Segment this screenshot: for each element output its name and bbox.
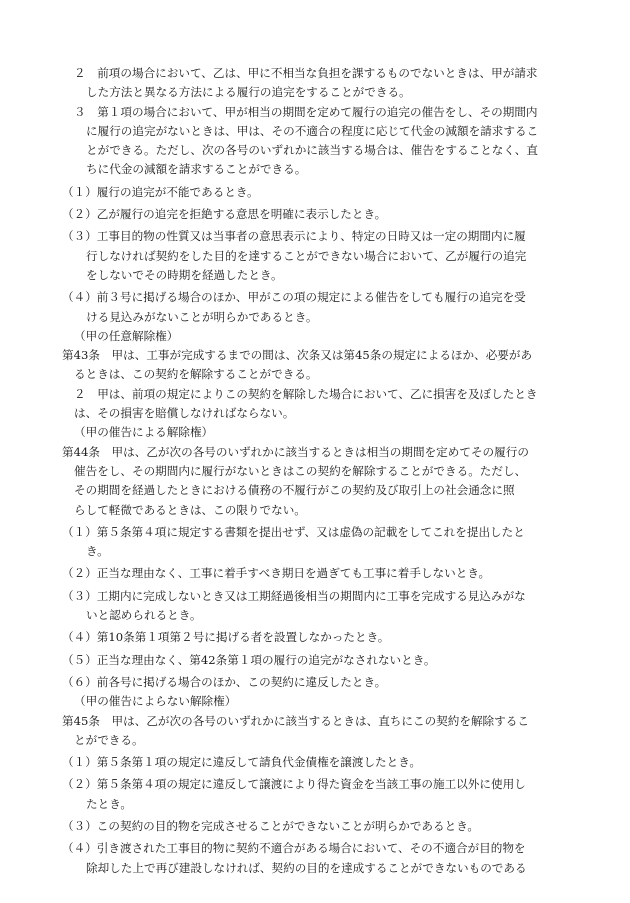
- text-line: 催告をし、その期間内に履行がないときはこの契約を解除することができる。ただし、: [74, 463, 527, 478]
- text-line: （２）乙が履行の追完を拒絶する意思を明確に表示したとき。: [62, 207, 387, 222]
- text-line: した方法と異なる方法による履行の追完をすることができる。: [86, 85, 411, 100]
- text-line: 第44条 甲は、乙が次の各号のいずれかに該当するときは相当の期間を定めてその履行の: [62, 444, 529, 459]
- text-line: いと認められるとき。: [86, 608, 202, 623]
- text-line: ３ 第１項の場合において、甲が相当の期間を定めて履行の追完の催告をし、その期間内: [74, 104, 538, 119]
- text-line: は、その損害を賠償しなければならない。: [74, 406, 295, 421]
- text-line: ちに代金の減額を請求することができる。: [86, 162, 307, 177]
- text-line: とができる。: [74, 732, 144, 747]
- text-line: に履行の追完がないときは、甲は、その不適合の程度に応じて代金の減額を請求するこ: [86, 123, 539, 138]
- text-line: 第45条 甲は、乙が次の各号のいずれかに該当するときは、直ちにこの契約を解除するこ: [62, 713, 529, 728]
- text-line: （６）前各号に掲げる場合のほか、この契約に違反したとき。: [62, 674, 387, 689]
- text-line: 第43条 甲は、工事が完成するまでの間は、次条又は第45条の規定によるほか、必要があ: [62, 348, 533, 363]
- text-line: （５）正当な理由なく、第42条第１項の履行の追完がなされないとき。: [62, 652, 436, 667]
- text-line: （１）履行の追完が不能であるとき。: [62, 184, 259, 199]
- text-line: （２）第５条第４項の規定に違反して譲渡により得た資金を当該工事の施工以外に使用し: [62, 777, 526, 792]
- text-line: （４）第10条第１項第２号に掲げる者を設置しなかったとき。: [62, 630, 390, 645]
- text-line: （３）工事目的物の性質又は当事者の意思表示により、特定の日時又は一定の期間内に履: [62, 229, 526, 244]
- text-line: ２ 甲は、前項の規定によりこの契約を解除した場合において、乙に損害を及ぼしたとき: [74, 386, 538, 401]
- text-line: ける見込みがないことが明らかであるとき。: [86, 309, 318, 324]
- text-line: らして軽微であるときは、この限りでない。: [74, 502, 306, 517]
- text-line: （３）工期内に完成しないとき又は工期経過後相当の期間内に工事を完成する見込みがな: [62, 588, 526, 603]
- text-line: その期間を経過したときにおける債務の不履行がこの契約及び取引上の社会通念に照: [74, 483, 515, 498]
- text-line: とができる。ただし、次の各号のいずれかに該当する場合は、催告をすることなく、直: [86, 143, 538, 158]
- text-line: （甲の催告による解除権）: [74, 425, 214, 440]
- text-line: 除却した上で再び建設しなければ、契約の目的を達成することができないものである: [86, 860, 527, 875]
- text-line: （甲の催告によらない解除権）: [74, 694, 237, 709]
- text-line: （４）前３号に掲げる場合のほか、甲がこの項の規定による催告をしても履行の追完を受: [62, 290, 526, 305]
- text-line: 行しなければ契約をした目的を達することができない場合において、乙が履行の追完: [86, 248, 527, 263]
- text-line: （１）第５条第１項の規定に違反して請負代金債権を譲渡したとき。: [62, 755, 421, 770]
- text-line: （２）正当な理由なく、工事に着手すべき期日を過ぎても工事に着手しないとき。: [62, 566, 491, 581]
- text-line: （３）この契約の目的物を完成させることができないことが明らかであるとき。: [62, 818, 479, 833]
- text-line: （４）引き渡された工事目的物に契約不適合がある場合において、その不適合が目的物を: [62, 841, 526, 856]
- text-line: き。: [86, 544, 109, 559]
- text-line: たとき。: [86, 796, 132, 811]
- text-line: るときは、この契約を解除することができる。: [74, 367, 318, 382]
- text-line: ２ 前項の場合において、乙は、甲に不相当な負担を課するものでないときは、甲が請求: [74, 66, 538, 80]
- text-line: （甲の任意解除権）: [74, 328, 179, 343]
- text-line: （１）第５条第４項に規定する書類を提出せず、又は虚偽の記載をしてこれを提出したと: [62, 524, 525, 539]
- text-line: をしないでその時期を経過したとき。: [86, 267, 283, 282]
